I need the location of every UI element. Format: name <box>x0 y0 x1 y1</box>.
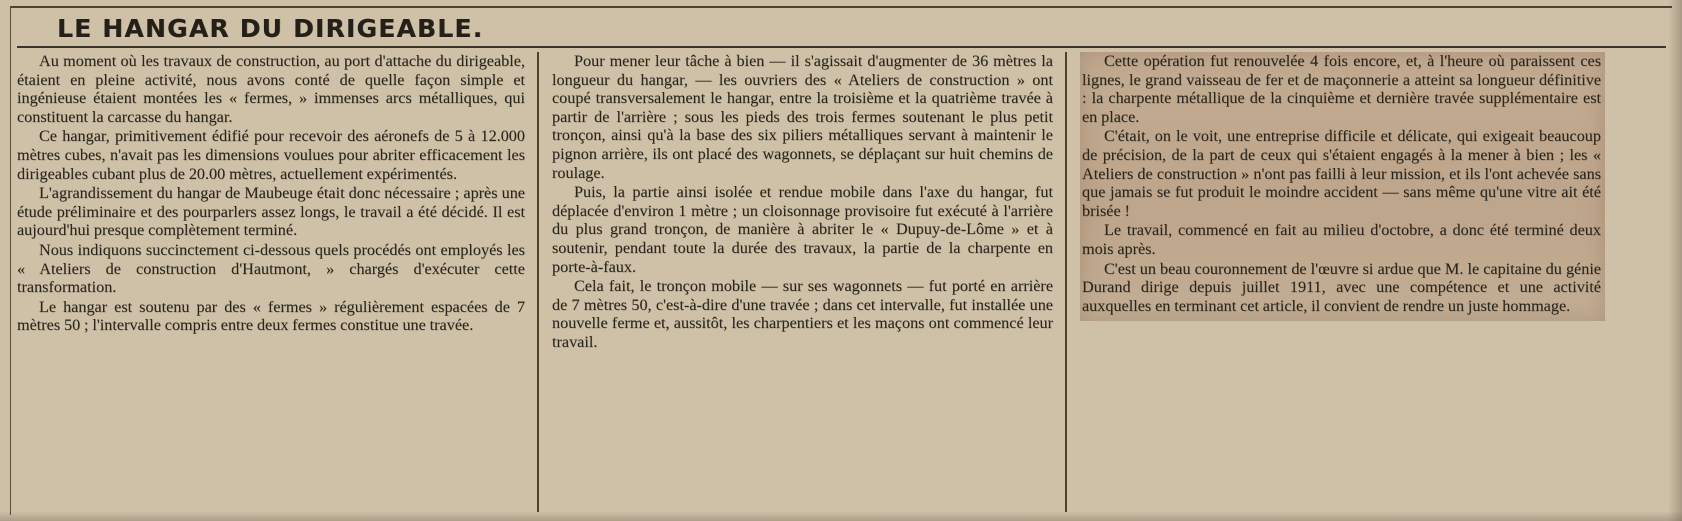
page-title: LE HANGAR DU DIRIGEABLE. <box>57 14 484 43</box>
paragraph: L'agrandissement du hangar de Maubeuge était donc nécessaire ; après une étude préliminaire et des pourparlers assez longs, le travail a été décidé. Il est aujourd'hui presque complètement terminé. <box>17 184 525 240</box>
paragraph: Cette opération fut renouvelée 4 fois encore, et, à l'heure où paraissent ces lignes, le grand vaisseau de fer et de maçonnerie a atteint sa longueur définitive : la charpente métallique de la cinquième et dernière travée supplémentaire est en place. <box>1082 52 1601 126</box>
article-column-2 <box>537 52 1065 512</box>
article-clipping <box>10 6 1672 515</box>
paragraph: C'est un beau couronnement de l'œuvre si ardue que M. le capitaine du génie Durand dirige depuis juillet 1911, avec une compétence et une activité auxquelles en terminant cet article, il convient de rendre un juste hommage. <box>1082 259 1601 315</box>
paragraph: C'était, on le voit, une entreprise difficile et délicate, qui exigeait beaucoup de précision, de la part de ceux qui s'étaient engagés à la mener à bien ; les « Ateliers de construction » n'ont pas failli à leur mission, et ils l'ont achevée sans que jamais se fut produit le moindre accident — sans même qu'une vitre ait été brisée ! <box>1082 127 1601 220</box>
article-column-3 <box>1065 52 1605 512</box>
article-columns <box>17 52 1666 512</box>
paragraph: Nous indiquons succinctement ci-dessous quels procédés ont employés les « Ateliers de construction d'Hautmont, » chargés d'exécuter cette transformation. <box>17 240 525 297</box>
article-column-1 <box>17 52 537 512</box>
paragraph: Pour mener leur tâche à bien — il s'agissait d'augmenter de 36 mètres la longueur du hangar, — les ouvriers des « Ateliers de construction » ont coupé transversalement le hangar, entre la troisième et la quatrième travée à partir de l'arrière ; sous les pieds des trois fermes soutenant le plus petit tronçon, ainsi qu'à la base des six piliers métalliques servant à maintenir le pignon arrière, ils ont placé des wagonnets, se déplaçant sur huit chemins de roulage. <box>552 52 1053 182</box>
paragraph: Cela fait, le tronçon mobile — sur ses wagonnets — fut porté en arrière de 7 mètres 50, c'est-à-dire d'une travée ; dans cet intervalle, fut installée une nouvelle ferme et, aussitôt, les charpentiers et les maçons ont commencé leur travail. <box>552 277 1053 351</box>
headline-divider <box>17 46 1666 48</box>
water-stain-overlay <box>1080 52 1605 321</box>
paragraph: Puis, la partie ainsi isolée et rendue mobile dans l'axe du hangar, fut déplacée d'environ 1 mètre ; un cloisonnage provisoire fut exécuté à l'arrière du plus grand tronçon, de manière à abriter le « Dupuy-de-Lôme » et à soutenir, pendant toute la durée des travaux, la partie de la charpente en porte-à-faux. <box>552 183 1053 276</box>
paragraph: Le travail, commencé en fait au milieu d'octobre, a donc été terminé deux mois après. <box>1082 221 1601 258</box>
paragraph: Au moment où les travaux de construction, au port d'attache du dirigeable, étaient en pleine activité, nous avons conté de quelle façon simple et ingénieuse étaient montées les « fermes, » immenses arcs métalliques, qui constituent la carcasse du hangar. <box>17 52 525 126</box>
paragraph: Le hangar est soutenu par des « fermes » régulièrement espacées de 7 mètres 50 ; l'intervalle compris entre deux fermes constitue une travée. <box>17 297 525 335</box>
paragraph: Ce hangar, primitivement édifié pour recevoir des aéronefs de 5 à 12.000 mètres cubes, n'avait pas les dimensions voulues pour abriter efficacement les dirigeables cubant plus de 20.00 mètres, actuellement expérimentés. <box>17 127 525 183</box>
